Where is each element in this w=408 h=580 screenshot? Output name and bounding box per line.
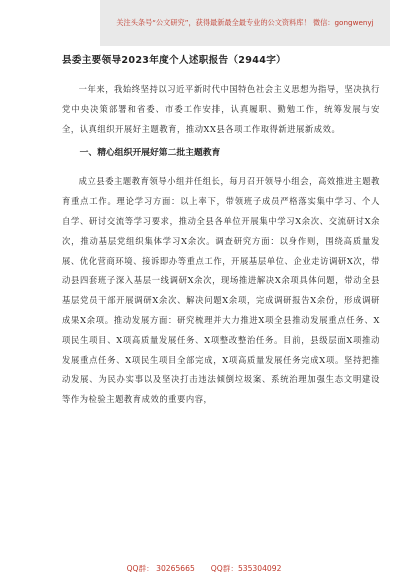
header-banner <box>100 0 390 46</box>
section-paragraph: 成立县委主题教育领导小组并任组长，每月召开领导小组会，高效推进主题教育重点工作。理论学习方面：以上率下，带领班子成员严格落实集中学习、个人自学、研讨交流等学习要求，推动全县各单位开展集中学习X余次、交流研讨X余次，推动基层党组织集体学习X余次。调查研究方面：以身作则，围绕高质量发展、优化营商环境、接诉即办等重点工作，开展基层单位、企业走访调研X次，带动县四套班子深入基层一线调研X余次，现场推进解决X余项具体问题，带动全县基层党员干部开展调研X余次、解决问题X余项，完成调研报告X余份，形成调研成果X余项。推动发展方面：研究梳理并大力推进X项全县推动发展重点任务、X项民生项目、X项高质量发展任务、X项整改整治任务。目前，县级层面X项推动发展重点任务、X项民生项目全部完成，X项高质量发展任务完成X项。坚持把推动发展、为民办实事以及坚决打击违法倾倒垃圾案、系统治理加强生态文明建设等作为检验主题教育成效的重要内容， <box>62 176 380 405</box>
footer-qq-group-2: QQ群：535304092 <box>210 563 282 573</box>
footer-qq-group-1: QQ群： 30265665 <box>126 563 195 573</box>
intro-paragraph: 一年来，我始终坚持以习近平新时代中国特色社会主义思想为指导，坚决执行党中央决策部署和省委、市委工作安排，认真履职、勤勉工作，统筹发展与安全，认真组织开展好主题教育，推动XX县各项工作取得新进展新成效。 <box>62 84 380 134</box>
document-title: 县委主要领导2023年度个人述职报告（2944字） <box>62 55 286 66</box>
section-heading: 一、精心组织开展好第二批主题教育 <box>79 148 221 159</box>
footer <box>0 558 408 578</box>
document-body <box>62 52 380 410</box>
header-banner-text: 关注头条号“公文研究”，获得最新最全最专业的公文资料库！ 微信：gongwenyj <box>116 18 374 27</box>
